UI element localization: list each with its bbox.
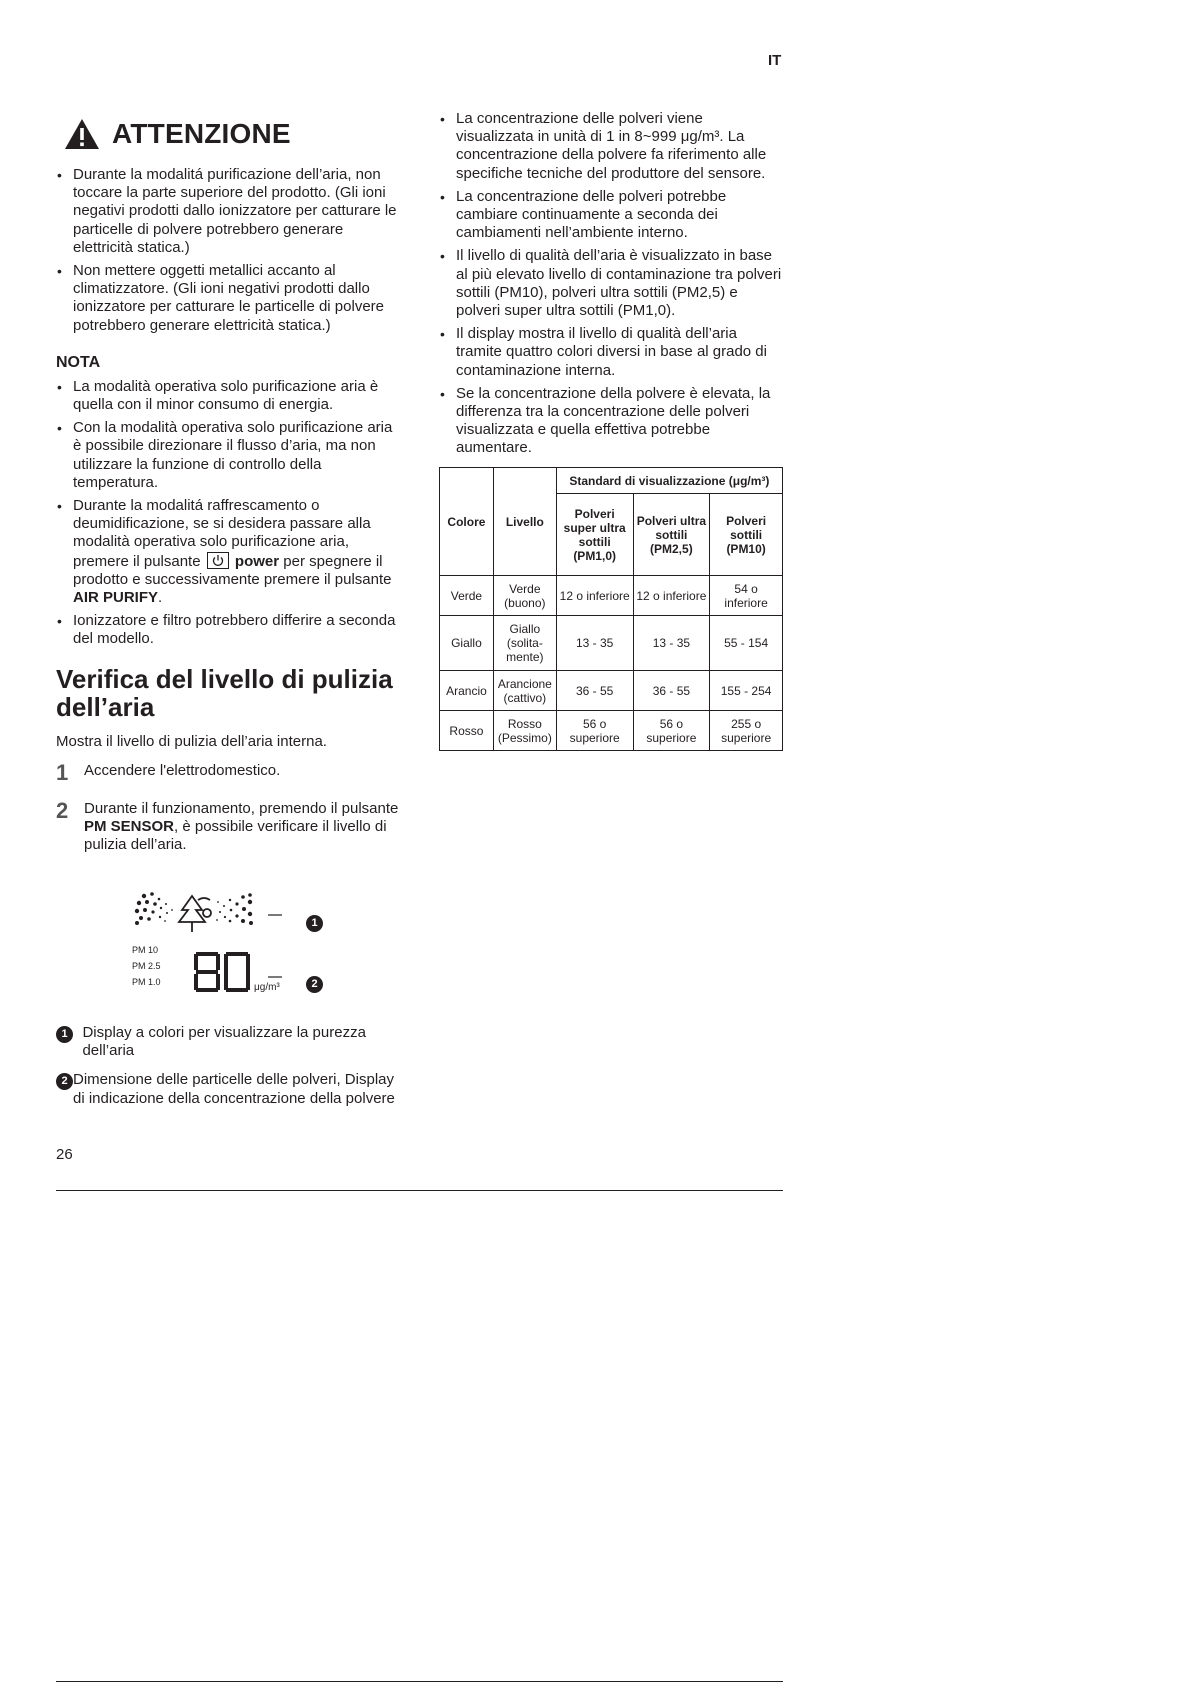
right-column [439,110,783,463]
callout-marker: 2 [56,1073,73,1090]
step-text: Durante il funzionamento, premendo il pulsante PM SENSOR, è possibile verificare il livello di pulizia dell’aria. [84,799,399,854]
warning-header [56,108,403,160]
table-cell: 54 o inferiore [710,576,783,616]
callout-item [56,1024,403,1060]
list-item: • Il livello di qualità dell’aria è visualizzato in base al più elevato livello di contaminazione tra polveri sottili (PM10), polveri ultra sottili (PM2,5) e polveri super ultra sottili (PM1,0). [439,247,783,320]
left-column [56,108,403,870]
table-cell: Giallo (solita-mente) [493,616,556,671]
table-cell: 155 - 254 [710,671,783,711]
header-livello: Livello [493,468,556,576]
table-cell: 12 o inferiore [633,576,710,616]
note-title: NOTA [56,353,101,371]
table-cell: 255 o superiore [710,711,783,751]
list-item: • La modalità operativa solo purificazione aria è quella con il minor consumo di energia. [56,378,403,414]
callout-list [56,1024,403,1119]
list-item: • Durante la modalitá purificazione dell’aria, non toccare la parte superiore del prodotto. (Gli ioni negativi prodotti dallo ionizzatore per catturare le particelle di polvere potrebbero generare elettricità statica.) [56,166,403,257]
display-figure [132,892,332,1004]
list-item: • Se la concentrazione della polvere è elevata, la differenza tra la concentrazione delle polveri visualizzata e quella effettiva potrebbe aumentare. [439,385,783,458]
pm1-label: PM 1.0 [132,977,161,987]
divider [56,1681,783,1682]
table-row [440,576,783,616]
list-item: • La concentrazione delle polveri potrebbe cambiare continuamente a seconda dei cambiamenti nell’ambiente interno. [439,188,783,243]
list-item: • Ionizzatore e filtro potrebbero differire a seconda del modello. [56,612,403,648]
note-text: per spegnere il prodotto e successivamente premere il pulsante [73,552,392,588]
table-cell: Rosso (Pessimo) [493,711,556,751]
table-cell: Arancio [440,671,494,711]
power-label: power [234,552,280,570]
step-number: 1 [56,759,69,785]
table-cell: 56 o superiore [633,711,710,751]
note-period: . [158,589,163,607]
table-cell: 36 - 55 [556,671,633,711]
step-2 [56,797,403,855]
list-item: • Con la modalità operativa solo purificazione aria è possibile direzionare il flusso d’aria, ma non utilizzare la funzione di controllo della temperatura. [56,419,403,492]
table-cell: 36 - 55 [633,671,710,711]
header-pm25: Polveri ultra sottili (PM2,5) [633,494,710,576]
table-cell: Verde (buono) [493,576,556,616]
header-standard: Standard di visualizzazione (μg/m³) [556,468,782,494]
warning-title: ATTENZIONE [112,118,291,149]
warning-icon [64,118,100,150]
pm10-label: PM 10 [132,945,159,955]
pm-sensor-label: PM SENSOR [84,817,175,835]
step-1 [56,759,403,785]
table-row [440,671,783,711]
callout-1-marker: 1 [306,915,323,932]
list-item: • Il display mostra il livello di qualità dell’aria tramite quattro colori diversi in base al grado di contaminazione interna. [439,325,783,380]
table-row [440,711,783,751]
air-purify-label: AIR PURIFY [73,589,159,607]
page-number: 26 [56,1146,73,1163]
section-title: Verifica del livello di pulizia dell’aria [56,663,393,722]
divider [56,1190,783,1191]
callout-text: Dimensione delle particelle delle polveri, Display di indicazione della concentrazione della polvere [73,1071,395,1107]
info-list [439,110,783,458]
unit-label: μg/m³ [254,982,280,993]
table-cell: Verde [440,576,494,616]
callout-text: Display a colori per visualizzare la purezza dell’aria [82,1024,366,1060]
list-item [56,497,403,607]
callout-marker: 1 [56,1026,73,1043]
header-colore: Colore [440,468,494,576]
pm25-label: PM 2.5 [132,961,161,971]
table-cell: 56 o superiore [556,711,633,751]
note-text: Durante la modalitá raffrescamento o deumidificazione, se si desidera passare alla modalità operativa solo purificazione aria, premere il pulsante [73,497,371,570]
step-number: 2 [56,797,69,823]
note-list [56,378,403,649]
table-row [440,616,783,671]
step-text: Accendere l'elettrodomestico. [84,761,281,779]
table-cell: 12 o inferiore [556,576,633,616]
warning-list [56,166,403,335]
power-icon [207,552,229,569]
callout-item [56,1071,403,1107]
table-cell: Arancione (cattivo) [493,671,556,711]
list-item: • Non mettere oggetti metallici accanto al climatizzatore. (Gli ioni negativi prodotti dallo ionizzatore per catturare le particelle di polvere potrebbero generare elettricità statica.) [56,262,403,335]
display-illustration [132,892,332,1004]
language-label: IT [768,52,782,69]
table-cell: Giallo [440,616,494,671]
table-cell: Rosso [440,711,494,751]
table-cell: 13 - 35 [556,616,633,671]
table-cell: 13 - 35 [633,616,710,671]
air-quality-table [439,467,783,751]
table-cell: 55 - 154 [710,616,783,671]
section-intro: Mostra il livello di pulizia dell’aria interna. [56,732,327,750]
header-pm10: Polveri sottili (PM10) [710,494,783,576]
list-item: • La concentrazione delle polveri viene visualizzata in unità di 1 in 8~999 μg/m³. La concentrazione della polvere fa riferimento alle specifiche tecniche del produttore del sensore. [439,110,783,183]
callout-2-marker: 2 [306,976,323,993]
header-pm1: Polveri super ultra sottili (PM1,0) [556,494,633,576]
